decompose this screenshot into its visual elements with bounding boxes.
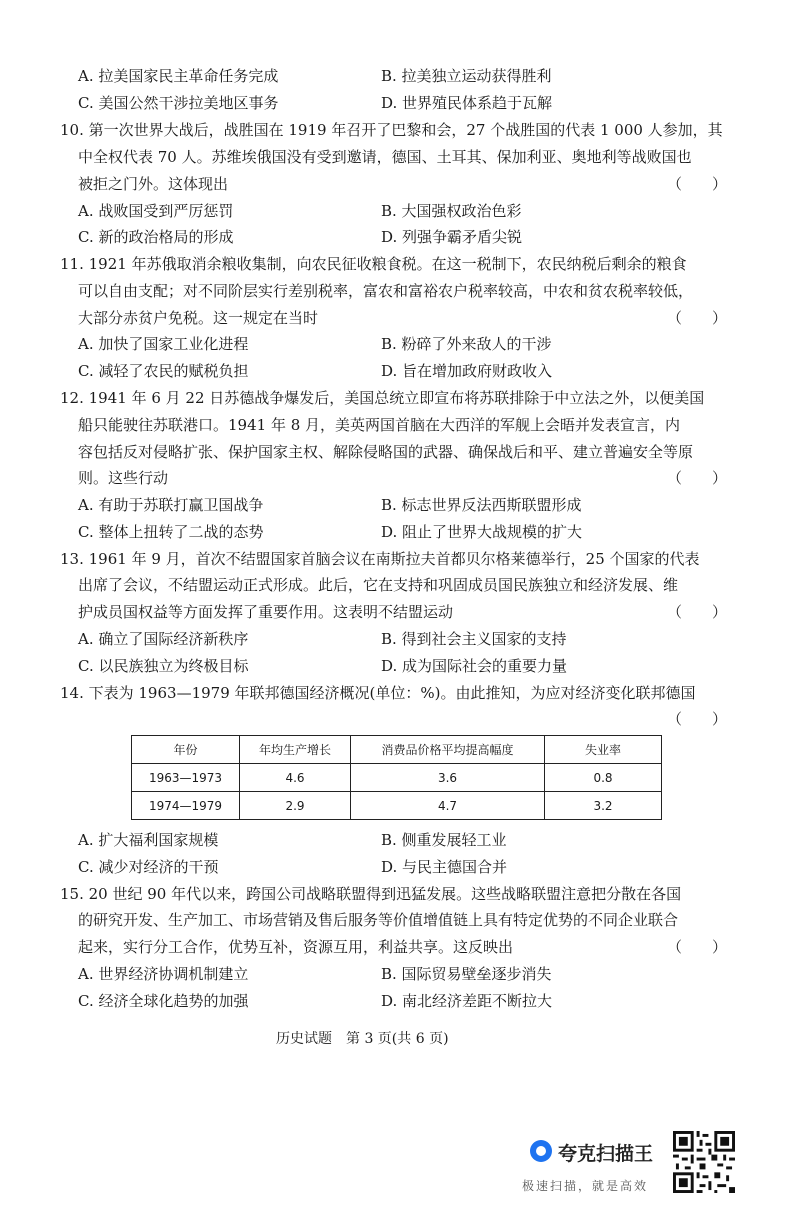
q11-stem-line: 可以自由支配；对不同阶层实行差别税率，富农和富裕农户税率较高，中农和贫农税率较低， [78, 282, 694, 300]
q14-option-a: A. 扩大福利国家规模 [78, 831, 219, 849]
q15-option-a: A. 世界经济协调机制建立 [78, 965, 249, 983]
q12-stem-line: 容包括反对侵略扩张、保护国家主权、解除侵略国的武器、确保战后和平、建立普遍安全等原 [78, 443, 694, 461]
q15-stem-line: 的研究开发、生产加工、市场营销及售后服务等价值增值链上具有特定优势的不同企业联合 [78, 911, 679, 929]
q14-option-d: D. 与民主德国合并 [381, 858, 508, 876]
quark-logo-icon [530, 1140, 552, 1162]
q11-answer-paren: （ ） [667, 309, 728, 327]
page-footer: 历史试题 第 3 页(共 6 页) [276, 1031, 449, 1047]
watermark-brand-name: 夸克扫描王 [558, 1143, 654, 1165]
economy-table [131, 735, 662, 820]
q14-option-c: C. 减少对经济的干预 [78, 858, 219, 876]
q10-stem-line: 10. 第一次世界大战后，战胜国在 1919 年召开了巴黎和会，27 个战胜国的代表 1 000 人参加，其 [60, 121, 723, 139]
table-cell: 2.9 [240, 792, 351, 820]
q13-stem-line: 13. 1961 年 9 月，首次不结盟国家首脑会议在南斯拉夫首都贝尔格莱德举行，25 个国家的代表 [60, 550, 700, 568]
table-cell: 4.7 [351, 792, 545, 820]
q9-option-b: B. 拉美独立运动获得胜利 [381, 67, 552, 85]
table-cell: 3.6 [351, 764, 545, 792]
q12-stem-line: 则。这些行动 [78, 469, 169, 487]
table-cell: 3.2 [545, 792, 662, 820]
q10-stem-line: 中全权代表 70 人。苏维埃俄国没有受到邀请，德国、土耳其、保加利亚、奥地利等战败国也 [78, 148, 692, 166]
q11-stem-line: 大部分赤贫户免税。这一规定在当时 [78, 309, 319, 327]
q12-stem-line: 12. 1941 年 6 月 22 日苏德战争爆发后，美国总统立即宣布将苏联排除于中立法之外，以便美国 [60, 389, 705, 407]
watermark-slogan: 极速扫描，就是高效 [522, 1179, 649, 1193]
table-cell: 0.8 [545, 764, 662, 792]
q9-option-d: D. 世界殖民体系趋于瓦解 [381, 94, 553, 112]
q11-option-c: C. 减轻了农民的赋税负担 [78, 362, 249, 380]
q13-stem-line: 出席了会议，不结盟运动正式形成。此后，它在支持和巩固成员国民族独立和经济发展、维 [78, 576, 679, 594]
q15-stem-line: 15. 20 世纪 90 年代以来，跨国公司战略联盟得到迅猛发展。这些战略联盟注意把分散在各国 [60, 885, 682, 903]
q11-option-b: B. 粉碎了外来敌人的干涉 [381, 335, 552, 353]
q15-option-d: D. 南北经济差距不断拉大 [381, 992, 553, 1010]
table-header-cell: 年均生产增长 [240, 736, 351, 764]
q12-option-d: D. 阻止了世界大战规模的扩大 [381, 523, 583, 541]
q10-option-b: B. 大国强权政治色彩 [381, 202, 522, 220]
table-header-cell: 消费品价格平均提高幅度 [351, 736, 545, 764]
table-cell: 1974—1979 [132, 792, 240, 820]
q13-answer-paren: （ ） [667, 603, 728, 621]
q13-option-d: D. 成为国际社会的重要力量 [381, 657, 568, 675]
table-row [132, 764, 662, 792]
table-header-cell: 失业率 [545, 736, 662, 764]
q12-stem-line: 船只能驶往苏联港口。1941 年 8 月，美英两国首脑在大西洋的军舰上会晤并发表宣言，内 [78, 416, 681, 434]
q15-stem-line: 起来，实行分工合作，优势互补，资源互用，利益共享。这反映出 [78, 938, 514, 956]
q13-option-a: A. 确立了国际经济新秩序 [78, 630, 249, 648]
q10-option-a: A. 战败国受到严厉惩罚 [78, 202, 234, 220]
q9-option-a: A. 拉美国家民主革命任务完成 [78, 67, 279, 85]
table-cell: 4.6 [240, 764, 351, 792]
table-header-row [132, 736, 662, 764]
q12-option-b: B. 标志世界反法西斯联盟形成 [381, 496, 582, 514]
watermark-logo [522, 1133, 662, 1177]
q14-answer-paren: （ ） [667, 710, 728, 728]
q11-option-a: A. 加快了国家工业化进程 [78, 335, 249, 353]
q15-answer-paren: （ ） [667, 938, 728, 956]
q10-answer-paren: （ ） [667, 175, 728, 193]
q15-option-b: B. 国际贸易壁垒逐步消失 [381, 965, 552, 983]
q9-option-c: C. 美国公然干涉拉美地区事务 [78, 94, 279, 112]
table-row [132, 792, 662, 820]
q14-option-b: B. 侧重发展轻工业 [381, 831, 507, 849]
q12-option-c: C. 整体上扭转了二战的态势 [78, 523, 264, 541]
q12-option-a: A. 有助于苏联打赢卫国战争 [78, 496, 264, 514]
q10-stem-line: 被拒之门外。这体现出 [78, 175, 229, 193]
q15-option-c: C. 经济全球化趋势的加强 [78, 992, 249, 1010]
q12-answer-paren: （ ） [667, 469, 728, 487]
q10-option-d: D. 列强争霸矛盾尖锐 [381, 228, 523, 246]
table-header-cell: 年份 [132, 736, 240, 764]
q11-option-d: D. 旨在增加政府财政收入 [381, 362, 553, 380]
q14-stem-line: 14. 下表为 1963—1979 年联邦德国经济概况(单位：%)。由此推知，为应对经济变化联邦德国 [60, 684, 696, 702]
q13-stem-line: 护成员国权益等方面发挥了重要作用。这表明不结盟运动 [78, 603, 454, 621]
q11-stem-line: 11. 1921 年苏俄取消余粮收集制，向农民征收粮食税。在这一税制下，农民纳税后剩余的粮食 [60, 255, 687, 273]
q13-option-b: B. 得到社会主义国家的支持 [381, 630, 567, 648]
table-cell: 1963—1973 [132, 764, 240, 792]
q13-option-c: C. 以民族独立为终极目标 [78, 657, 249, 675]
q10-option-c: C. 新的政治格局的形成 [78, 228, 234, 246]
qr-code-icon [673, 1131, 735, 1193]
